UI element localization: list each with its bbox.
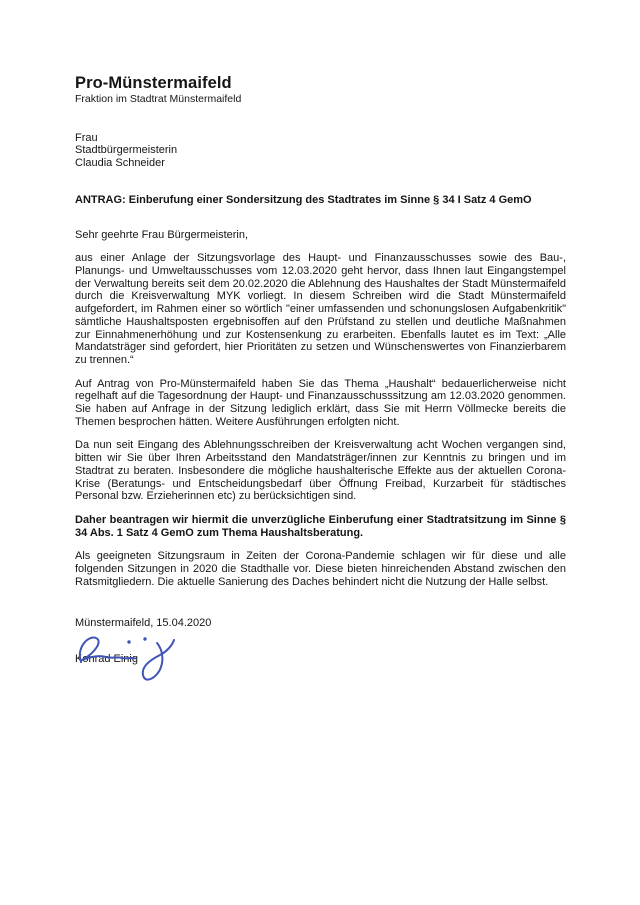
body-paragraph-motion-bold: Daher beantragen wir hiermit die unverzügliche Einberufung einer Stadtratsitzung im Sinne § 34 Abs. 1 Satz 4 GemO zum Thema Haushaltsberatung. (75, 513, 566, 539)
signature-stroke-flourish (143, 640, 174, 680)
signature-stroke-main (80, 638, 135, 662)
body-paragraph-5: Als geeigneten Sitzungsraum in Zeiten der Corona-Pandemie schlagen wir für diese und alle folgenden Sitzungen in 2020 die Stadthalle vor. Diese bieten hinreichenden Abstand zwischen den Ratsmitgliedern. Die aktuelle Sanierung des Daches behindert nicht die Nutzung der Halle selbst. (75, 550, 566, 588)
body-paragraph-2: Auf Antrag von Pro-Münstermaifeld haben Sie das Thema „Haushalt“ bedauerlicherweise nicht regelhaft auf die Tagesordnung der Haupt- und Finanzausschusssitzung am 12.03.2020 genommen. Sie haben auf Anfrage in der Sitzung lediglich erklärt, dass Sie mit Herrn Völlmecke bereits die Themen besprochen hätten. Weitere Ausführungen erfolgten nicht. (75, 377, 566, 428)
signature-icon (71, 630, 191, 692)
sender-name: Pro-Münstermaifeld (75, 74, 232, 92)
body-paragraph-3: Da nun seit Eingang des Ablehnungsschreiben der Kreisverwaltung acht Wochen vergangen sind, bitten wir Sie über Ihren Arbeitsstand den Mandatsträger/innen zur Kenntnis zu bringen und im Stadtrat zu beraten. Insbesondere die mögliche haushalterische Effekte aus der aktuellen Corona-Krise (Beratungs- und Entscheidungsbedarf über Öffnung Freibad, Kurzarbeit für städtisches Personal bzw. Erzieherinnen etc) zu berücksichtigen sind. (75, 439, 566, 503)
signature-i-dot (127, 640, 130, 643)
signature-block (75, 638, 566, 708)
signature-i-dot-2 (143, 637, 146, 640)
recipient-line-salutation: Frau (75, 132, 98, 144)
subject-line: ANTRAG: Einberufung einer Sondersitzung des Stadtrates im Sinne § 34 I Satz 4 GemO (75, 193, 532, 206)
sender-subtitle: Fraktion im Stadtrat Münstermaifeld (75, 93, 242, 105)
signatory-name: Konrad Einig (75, 653, 138, 666)
recipient-line-name: Claudia Schneider (75, 156, 165, 169)
salutation: Sehr geehrte Frau Bürgermeisterin, (75, 228, 249, 241)
place-and-date: Münstermaifeld, 15.04.2020 (75, 617, 212, 630)
recipient-line-title: Stadtbürgermeisterin (75, 144, 178, 157)
letter-content (75, 74, 566, 708)
recipient-block (75, 132, 566, 169)
body-paragraph-1: aus einer Anlage der Sitzungsvorlage des Haupt- und Finanzausschusses sowie des Bau-, Planungs- und Umweltausschusses vom 12.03.2020 geht hervor, dass Ihnen laut Eingangstempel der Verwaltung bereits seit dem 20.02.2020 die Ablehnung des Haushaltes der Stadt Münstermaifeld durch die Kreisverwaltung MYK vorliegt. In diesem Schreiben wird die Stadt Münstermaifeld aufgefordert, im Rahmen einer so wörtlich "einer umfassenden und schonungslosen Aufgabenkritik" sämtliche Haushaltsposten ergebnisoffen auf den Prüfstand zu stellen und deutliche Maßnahmen zur Einnahmenerhöhung und zur Kostensenkung zu erarbeiten. Ebenfalls lautet es im Text: „Alle Mandatsträger sind gefordert, hier Prioritäten zu setzen und Wünschenswertes von Finanzierbarem zu trennen.“ (75, 252, 566, 366)
